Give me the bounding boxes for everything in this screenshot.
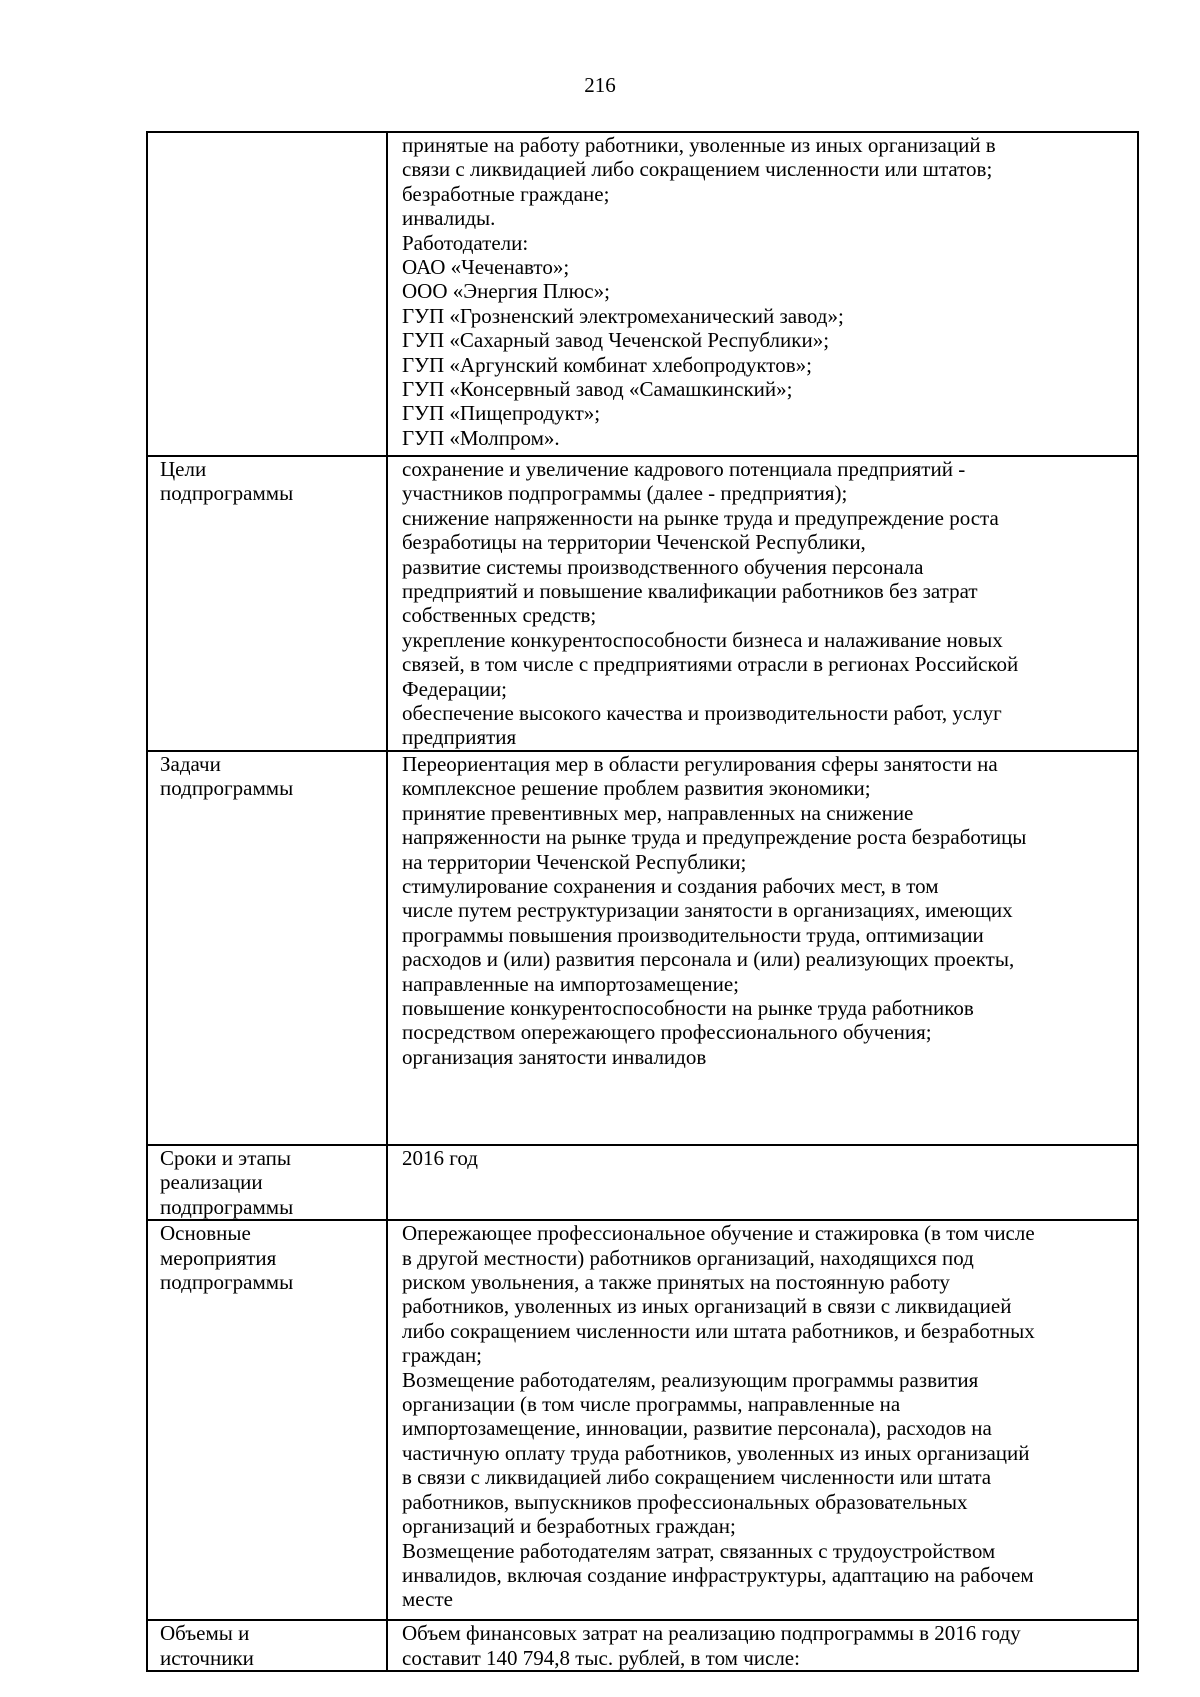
content-line: повышение конкурентоспособности на рынке труда работников	[402, 996, 974, 1021]
content-line: участников подпрограммы (далее - предприятия);	[402, 481, 848, 506]
content-line: Федерации;	[402, 676, 508, 701]
content-line: принятие превентивных мер, направленных на снижение	[402, 800, 914, 825]
content-line: связей, в том числе с предприятиями отрасли в регионах Российской	[402, 652, 1019, 677]
content-line: импортозамещение, инновации, развитие персонала), расходов на	[402, 1416, 992, 1441]
label-line: Объемы и	[160, 1621, 250, 1646]
content-line: обеспечение высокого качества и производительности работ, услуг	[402, 701, 1002, 726]
content-line: ГУП «Консервный завод «Самашкинский»;	[402, 377, 793, 402]
content-line: ГУП «Пищепродукт»;	[402, 401, 601, 426]
content-line: ГУП «Молпром».	[402, 425, 560, 450]
content-line: Возмещение работодателям, реализующим программы развития	[402, 1367, 979, 1392]
content-line: развитие системы производственного обучения персонала	[402, 554, 924, 579]
row-content-cell	[387, 132, 1138, 456]
content-line: ГУП «Аргунский комбинат хлебопродуктов»;	[402, 352, 812, 377]
row-label-cell	[147, 1620, 387, 1671]
content-line: 2016 год	[402, 1146, 478, 1170]
content-line: числе путем реструктуризации занятости в организациях, имеющих	[402, 898, 1013, 923]
content-line: сохранение и увеличение кадрового потенциала предприятий -	[402, 457, 966, 481]
content-line: инвалидов, включая создание инфраструктуры, адаптацию на рабочем	[402, 1562, 1034, 1587]
content-line: безработные граждане;	[402, 181, 610, 206]
content-line: частичную оплату труда работников, уволенных из иных организаций	[402, 1440, 1030, 1465]
content-line: снижение напряженности на рынке труда и предупреждение роста	[402, 505, 999, 530]
content-line: организаций и безработных граждан;	[402, 1514, 736, 1539]
content-line: ГУП «Сахарный завод Чеченской Республики»;	[402, 328, 830, 353]
subprogram-passport-table	[146, 131, 1139, 1672]
content-line: инвалиды.	[402, 206, 496, 231]
content-line: на территории Чеченской Республики;	[402, 849, 747, 874]
table-row-funding-volumes	[147, 1620, 1138, 1671]
label-line: подпрограммы	[160, 1194, 294, 1219]
content-line: расходов и (или) развития персонала и (или) реализующих проекты,	[402, 947, 1015, 972]
content-line: Возмещение работодателям затрат, связанных с трудоустройством	[402, 1538, 996, 1563]
content-line: безработицы на территории Чеченской Республики,	[402, 530, 866, 555]
row-label-cell	[147, 1145, 387, 1220]
content-line: Опережающее профессиональное обучение и стажировка (в том числе	[402, 1221, 1035, 1246]
row-label-cell	[147, 456, 387, 751]
row-content-cell	[387, 1620, 1138, 1671]
content-line: граждан;	[402, 1343, 483, 1368]
content-line: в другой местности) работников организаций, находящихся под	[402, 1245, 974, 1270]
row-content-cell	[387, 1220, 1138, 1620]
content-line: составит 140 794,8 тыс. рублей, в том числе:	[402, 1645, 800, 1670]
content-line: риском увольнения, а также принятых на постоянную работу	[402, 1270, 950, 1295]
content-line: Объем финансовых затрат на реализацию подпрограммы в 2016 году	[402, 1621, 1021, 1646]
label-line: Задачи	[160, 752, 221, 776]
content-line: собственных средств;	[402, 603, 597, 628]
label-line: подпрограммы	[160, 776, 294, 801]
label-line: Цели	[160, 457, 207, 481]
row-content-cell	[387, 456, 1138, 751]
content-line: напряженности на рынке труда и предупреждение роста безработицы	[402, 825, 1027, 850]
table-row-main-measures	[147, 1220, 1138, 1620]
label-line: подпрограммы	[160, 481, 294, 506]
row-content-cell	[387, 751, 1138, 1145]
content-line: программы повышения производительности труда, оптимизации	[402, 922, 984, 947]
content-line: стимулирование сохранения и создания рабочих мест, в том	[402, 874, 939, 899]
content-line: предприятия	[402, 725, 517, 750]
page-number: 216	[584, 73, 616, 97]
content-line: предприятий и повышение квалификации работников без затрат	[402, 579, 978, 604]
label-line: Сроки и этапы	[160, 1146, 292, 1170]
content-line: ОАО «Чеченавто»;	[402, 255, 570, 280]
content-line: Работодатели:	[402, 230, 529, 255]
row-label-cell	[147, 132, 387, 456]
content-line: ГУП «Грозненский электромеханический завод»;	[402, 303, 844, 328]
content-line: Переориентация мер в области регулирования сферы занятости на	[402, 752, 998, 776]
table-row-tasks	[147, 751, 1138, 1145]
content-line: ООО «Энергия Плюс»;	[402, 279, 610, 304]
label-line: мероприятия	[160, 1245, 277, 1270]
row-label-cell	[147, 1220, 387, 1620]
content-line: связи с ликвидацией либо сокращением численности или штатов;	[402, 157, 993, 182]
content-line: работников, выпускников профессиональных образовательных	[402, 1489, 968, 1514]
label-line: Основные	[160, 1221, 251, 1246]
label-line: источники	[160, 1645, 254, 1670]
label-line: реализации	[160, 1170, 263, 1195]
content-line: организации (в том числе программы, направленные на	[402, 1392, 901, 1417]
table-row-participants-continued	[147, 132, 1138, 456]
content-line: принятые на работу работники, уволенные из иных организаций в	[402, 133, 996, 157]
content-line: комплексное решение проблем развития экономики;	[402, 776, 871, 801]
content-line: в связи с ликвидацией либо сокращением численности или штата	[402, 1465, 992, 1490]
content-line: организация занятости инвалидов	[402, 1044, 707, 1069]
row-content-cell	[387, 1145, 1138, 1220]
label-line: подпрограммы	[160, 1270, 294, 1295]
content-line: посредством опережающего профессионального обучения;	[402, 1020, 932, 1045]
table-row-goals	[147, 456, 1138, 751]
content-line: работников, уволенных из иных организаций в связи с ликвидацией	[402, 1294, 1012, 1319]
row-label-cell	[147, 751, 387, 1145]
content-line: либо сокращением численности или штата работников, и безработных	[402, 1318, 1035, 1343]
table-row-terms	[147, 1145, 1138, 1220]
content-line: направленные на импортозамещение;	[402, 971, 739, 996]
content-line: укрепление конкурентоспособности бизнеса и налаживание новых	[402, 627, 1003, 652]
content-line: месте	[402, 1587, 453, 1612]
